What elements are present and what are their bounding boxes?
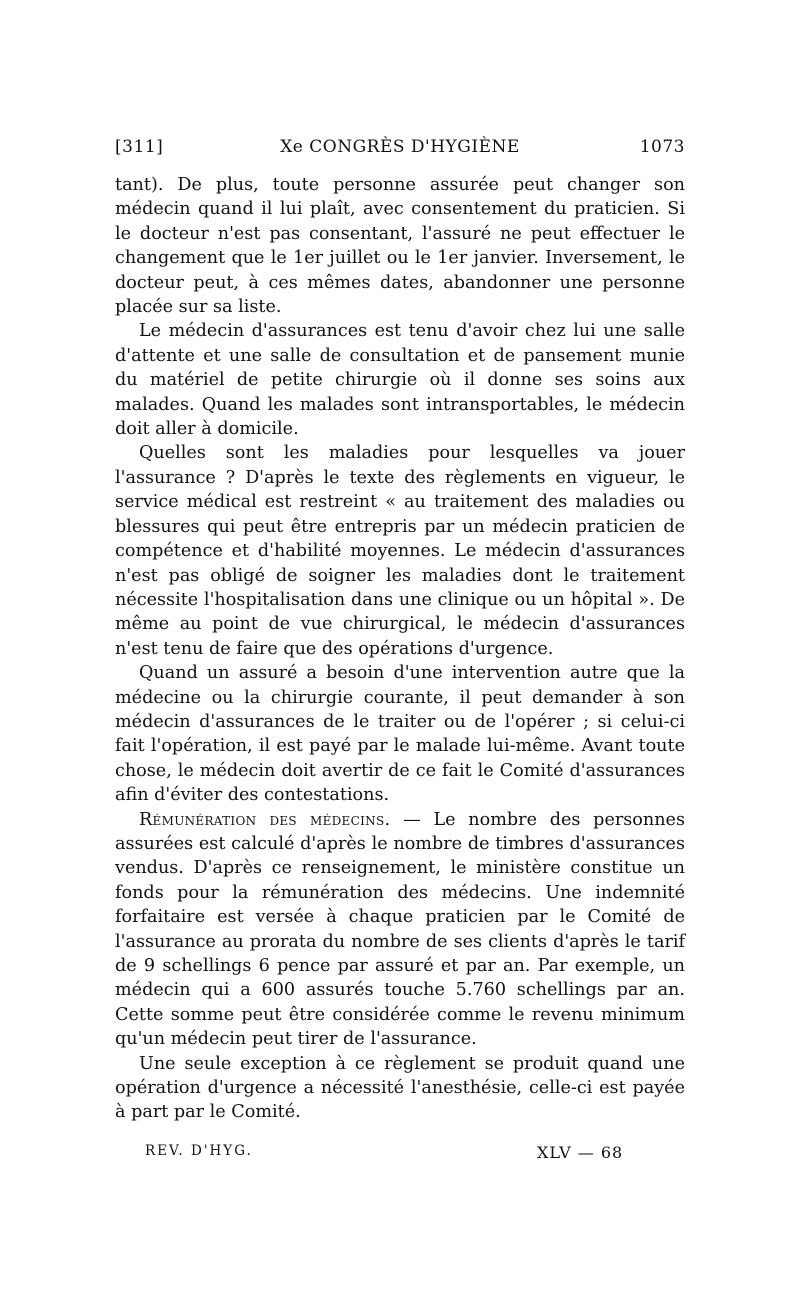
footer-volume: XLV — 68 [537, 1143, 624, 1162]
paragraph-2: Le médecin d'assurances est tenu d'avoir chez lui une salle d'attente et une salle de consultation et de pansement munie du matériel de petite chirurgie où il donne ses soins aux malades. Quand les malades sont intransportables, le médecin doit aller à domicile. [115, 321, 685, 440]
remuneration-text: — Le nombre des personnes assurées est calculé d'après le nombre de timbres d'assurances vendus. D'après ce renseignement, le ministère constitue un fonds pour la rémunération des médecins. Une indemnité forfaitaire est versée à chaque praticien par le Comité de l'assurance au prorata du nombre de ses clients d'après le tarif de 9 schellings 6 pence par assuré et par an. Par exemple, un médecin qui a 600 assurés touche 5.760 schellings par an. Cette somme peut être considérée comme le revenu minimum qu'un médecin peut tirer de l'assurance. [115, 809, 685, 1050]
paragraph-6: Une seule exception à ce règlement se produit quand une opération d'urgence a nécessité l'anesthésie, celle-ci est payée à part par le Comité. [115, 1053, 685, 1123]
paragraph-3: Quelles sont les maladies pour lesquelles va jouer l'assurance ? D'après le texte des règlements en vigueur, le service médical est restreint « au traitement des maladies ou blessures qui peut être entrepris par un médecin praticien de compétence et d'habilité moyennes. Le médecin d'assurances n'est pas obligé de soigner les maladies dont le traitement nécessite l'hospitalisation dans une clinique ou un hôpital ». De même au point de vue chirurgical, le médecin d'assurances n'est tenu de faire que des opérations d'urgence. [115, 443, 685, 659]
running-header [115, 137, 685, 161]
header-page-number: 1073 [639, 137, 685, 157]
paragraph-4: Quand un assuré a besoin d'une intervention autre que la médecine ou la chirurgie courante, il peut demander à son médecin d'assurances de le traiter ou de l'opérer ; si celui-ci fait l'opération, il est payé par le malade lui-même. Avant toute chose, le médecin doit avertir de ce fait le Comité d'assurances afin d'éviter des contestations. [115, 663, 685, 806]
header-title: Xe CONGRÈS D'HYGIÈNE [280, 137, 520, 157]
footer-journal: REV. D'HYG. [145, 1143, 253, 1159]
paragraph-remuneration [115, 808, 685, 1052]
paragraph-1: tant). De plus, toute personne assurée peut changer son médecin quand il lui plaît, avec consentement du praticien. Si le docteur n'est pas consentant, l'assuré ne peut effectuer le changement que le 1er juillet ou le 1er janvier. Inversement, le docteur peut, à ces mêmes dates, abandonner une personne placée sur sa liste. [115, 175, 685, 318]
section-heading: Rémunération des médecins. [139, 809, 391, 830]
body-text [115, 173, 685, 1125]
header-section-number: [311] [115, 137, 164, 157]
page-footer [115, 1143, 685, 1163]
